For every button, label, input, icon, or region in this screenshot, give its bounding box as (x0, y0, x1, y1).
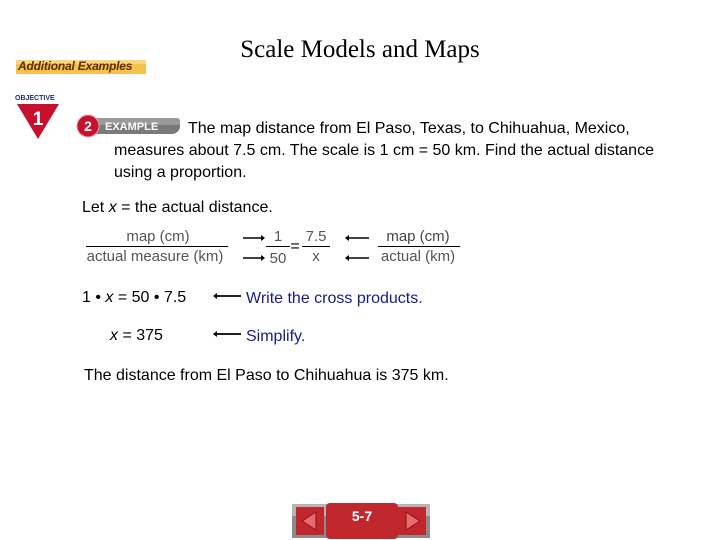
right-fraction-bar (378, 246, 460, 247)
mid-fraction2-bar (302, 246, 330, 247)
mid-fraction1-bar (266, 246, 290, 247)
nav-next-button[interactable] (398, 507, 426, 535)
nav-home-button[interactable] (326, 503, 398, 539)
step2-arrow-icon (212, 328, 242, 340)
page-title: Scale Models and Maps (240, 36, 480, 63)
mid-fraction2-denominator: x (312, 248, 320, 265)
mid-fraction1-numerator: 1 (273, 228, 283, 245)
mid-fraction2-numerator: 7.5 (305, 228, 327, 245)
let-post: = the actual distance. (116, 199, 273, 216)
step1-var: x (105, 289, 114, 306)
step1-equation (82, 288, 186, 308)
problem-text: The map distance from El Paso, Texas, to Chihuahua, Mexico, measures about 7.5 cm. The scale is 1 cm = 50 km. Find the actual distance using a proportion. (114, 120, 654, 181)
step1-note: Write the cross products. (246, 290, 423, 307)
mid-fraction1-denominator: 50 (269, 250, 287, 267)
brand-label: Additional Examples (18, 59, 133, 73)
left-fraction-numerator: map (cm) (126, 228, 190, 245)
step2-equation (110, 326, 163, 346)
step2-note: Simplify. (246, 328, 306, 345)
step2-var: x (110, 327, 118, 344)
step1-pre: 1 • (82, 289, 106, 306)
step1-arrow-icon (212, 290, 242, 302)
equals-sign: = (290, 238, 300, 255)
let-pre: Let (82, 199, 109, 216)
step2-post: = 375 (118, 327, 163, 344)
step1-post: = 50 • 7.5 (113, 289, 187, 306)
objective-label: OBJECTIVE (15, 95, 55, 102)
left-arrows-icon (344, 232, 370, 264)
lesson-nav (292, 503, 430, 539)
left-fraction-bar (86, 246, 228, 247)
right-fraction-denominator: actual (km) (380, 248, 456, 265)
example-label: EXAMPLE (105, 121, 159, 133)
objective-icon (12, 92, 64, 142)
right-fraction-numerator: map (cm) (386, 228, 450, 245)
right-arrows-icon (242, 232, 266, 264)
let-statement (82, 198, 273, 218)
example-number: 2 (84, 118, 92, 134)
left-fraction-denominator: actual measure (km) (86, 248, 224, 265)
nav-label: 5-7 (351, 508, 373, 524)
objective-number: 1 (32, 109, 44, 130)
let-var: x (108, 199, 117, 216)
conclusion-text: The distance from El Paso to Chihuahua is 375 km. (84, 367, 449, 384)
nav-prev-button[interactable] (296, 507, 324, 535)
